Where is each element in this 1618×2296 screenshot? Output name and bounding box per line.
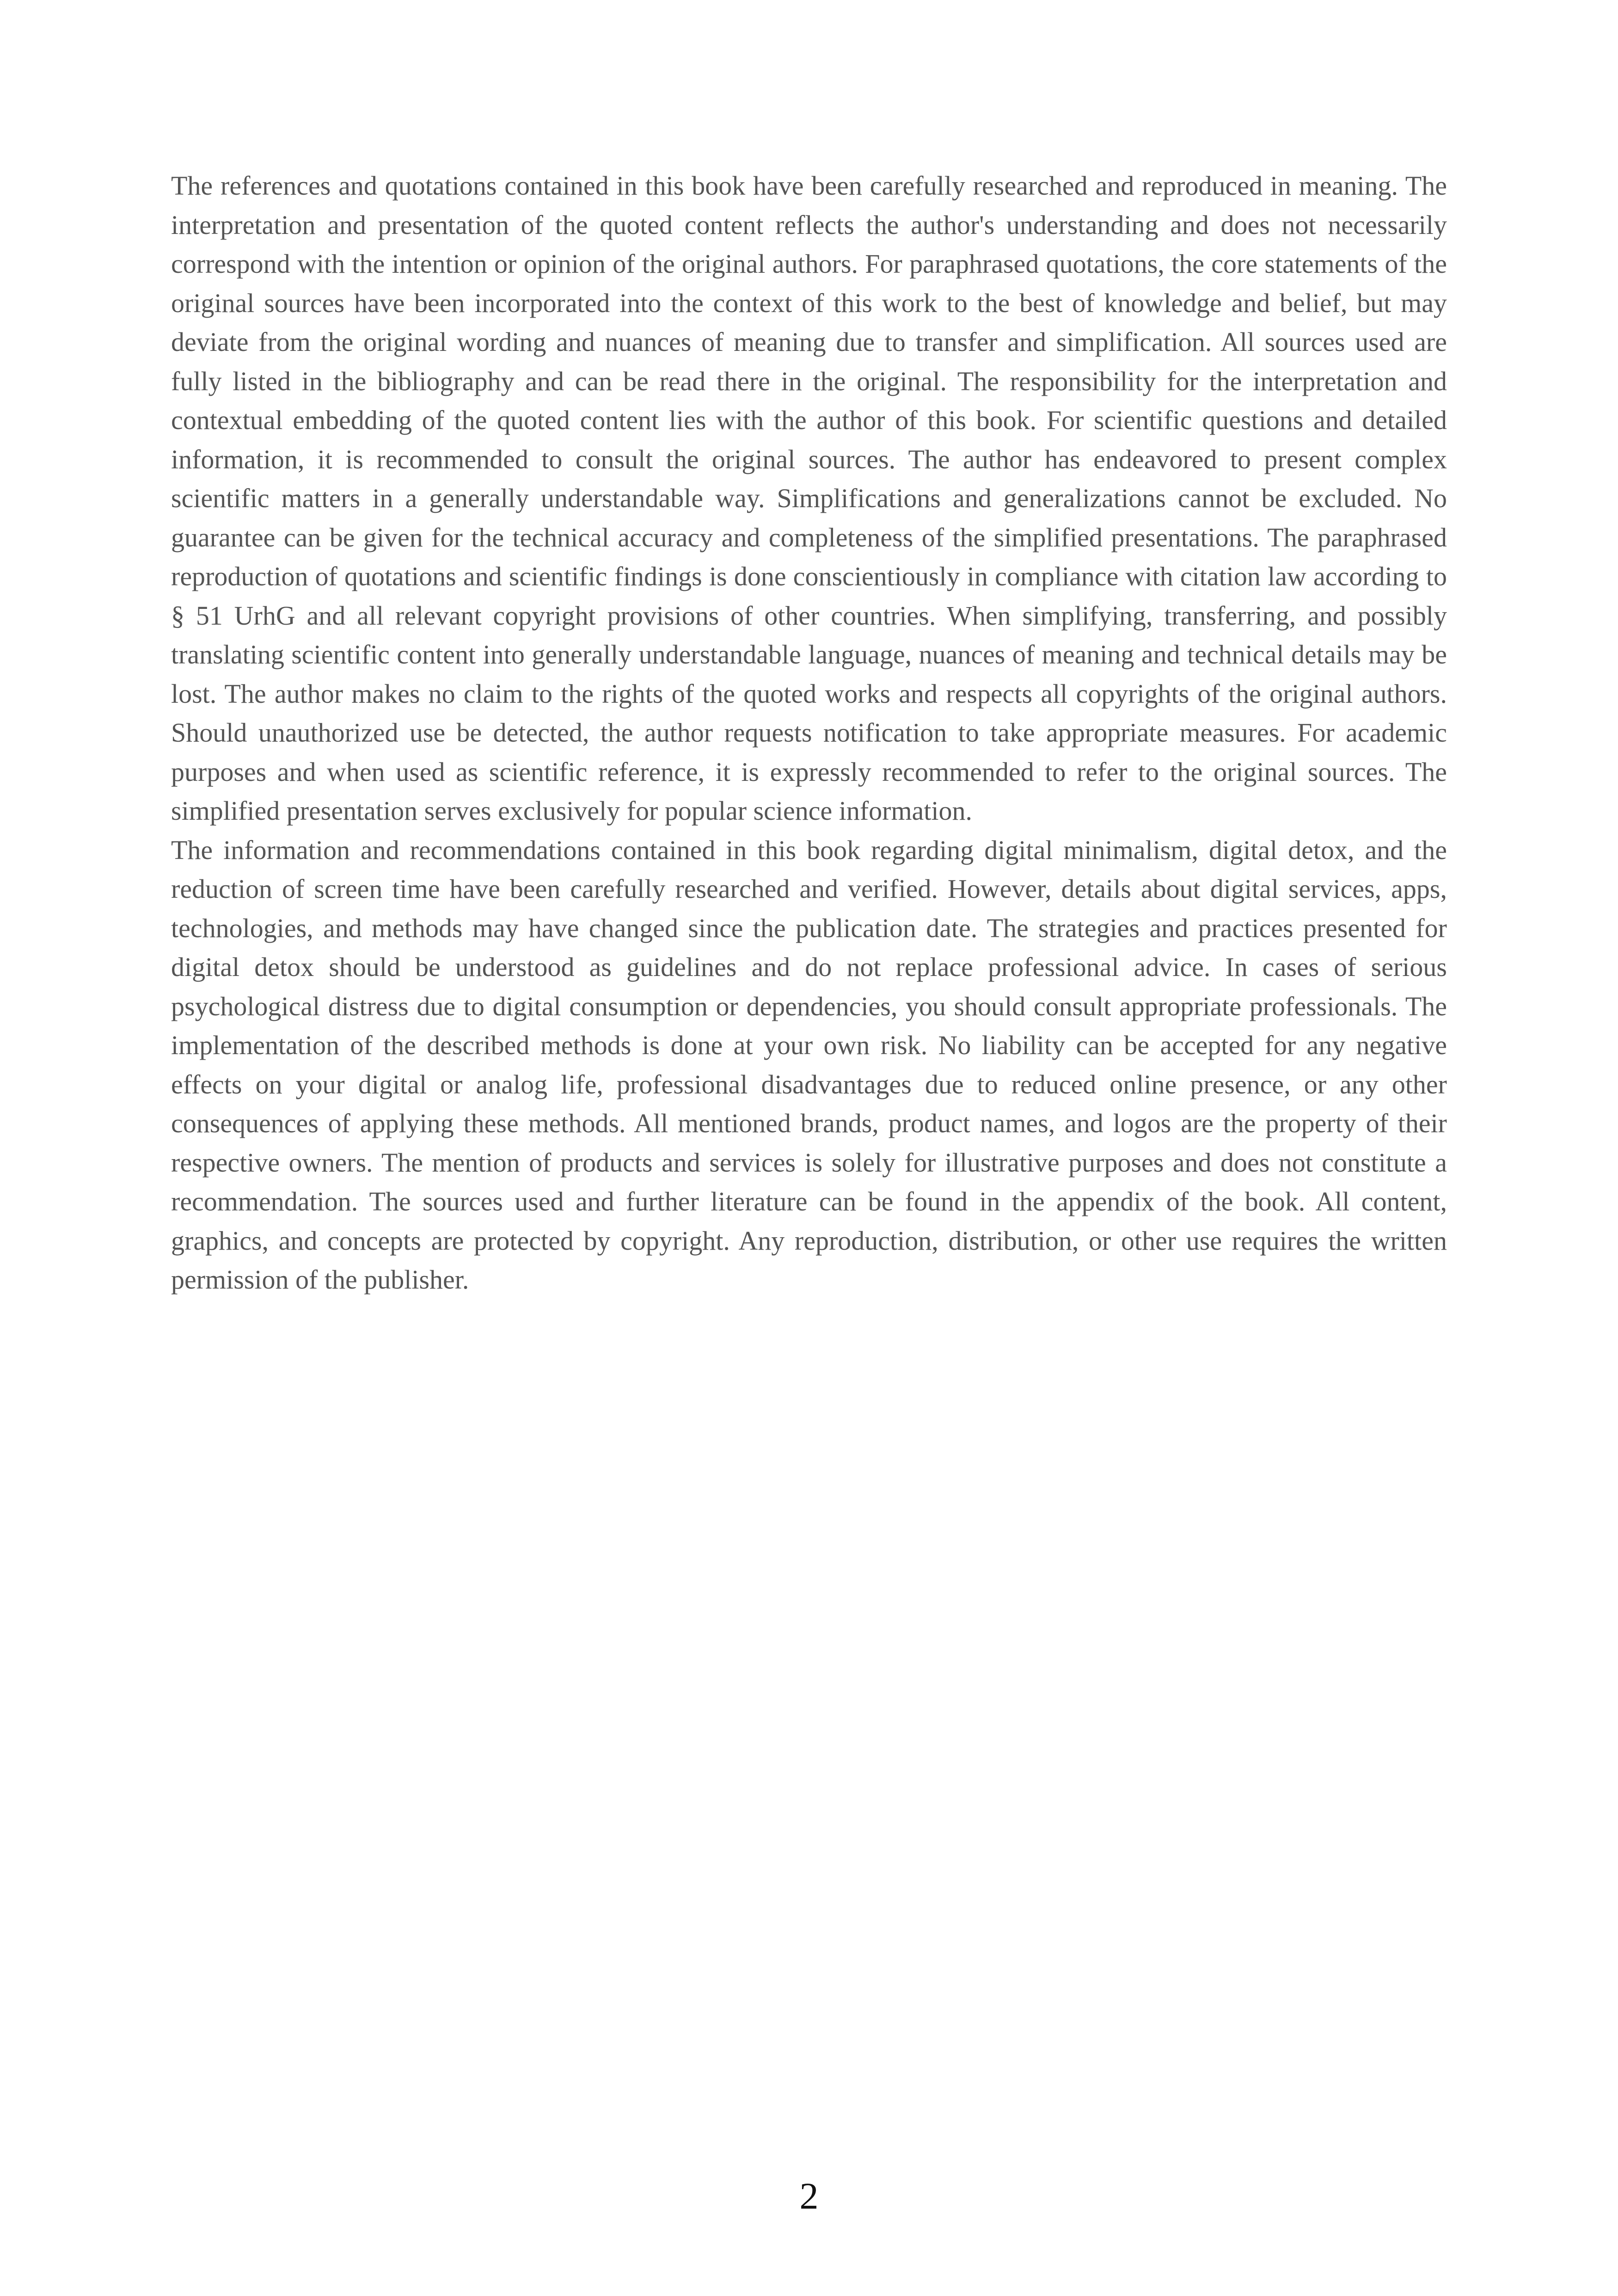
paragraph-citation-disclaimer: The references and quotations contained in this book have been carefully researched and reproduced in meaning. The interpretation and presentation of the quoted content reflects the author's understanding and does not necessarily correspond with the intention or opinion of the original authors. For paraphrased quotations, the core statements of the original sources have been incorporated into the context of this work to the best of knowledge and belief, but may deviate from the original wording and nuances of meaning due to transfer and simplification. All sources used are fully listed in the bibliography and can be read there in the original. The responsibility for the interpretation and contextual embedding of the quoted content lies with the author of this book. For scientific questions and detailed information, it is recommended to consult the original sources. The author has endeavored to present complex scientific matters in a generally understandable way. Simplifications and generalizations cannot be excluded. No guarantee can be given for the technical accuracy and completeness of the simplified presentations. The paraphrased reproduction of quotations and scientific findings is done conscientiously in compliance with citation law according to § 51 UrhG and all relevant copyright provisions of other countries. When simplifying, transferring, and possibly translating scientific content into generally understandable language, nuances of meaning and technical details may be lost. The author makes no claim to the rights of the quoted works and respects all copyrights of the original authors. Should unauthorized use be detected, the author requests notification to take appropriate measures. For academic purposes and when used as scientific reference, it is expressly recommended to refer to the original sources. The simplified presentation serves exclusively for popular science information. [171,171,1447,826]
body-text [171,166,1447,1300]
page-number: 2 [799,2175,819,2217]
paragraph-liability-disclaimer: The information and recommendations contained in this book regarding digital minimalism, digital detox, and the reduction of screen time have been carefully researched and verified. However, details about digital services, apps, technologies, and methods may have changed since the publication date. The strategies and practices presented for digital detox should be understood as guidelines and do not replace professional advice. In cases of serious psychological distress due to digital consumption or dependencies, you should consult appropriate professionals. The implementation of the described methods is done at your own risk. No liability can be accepted for any negative effects on your digital or analog life, professional disadvantages due to reduced online presence, or any other consequences of applying these methods. All mentioned brands, product names, and logos are the property of their respective owners. The mention of products and services is solely for illustrative purposes and does not constitute a recommendation. The sources used and further literature can be found in the appendix of the book. All content, graphics, and concepts are protected by copyright. Any reproduction, distribution, or other use requires the written permission of the publisher. [171,835,1447,1295]
